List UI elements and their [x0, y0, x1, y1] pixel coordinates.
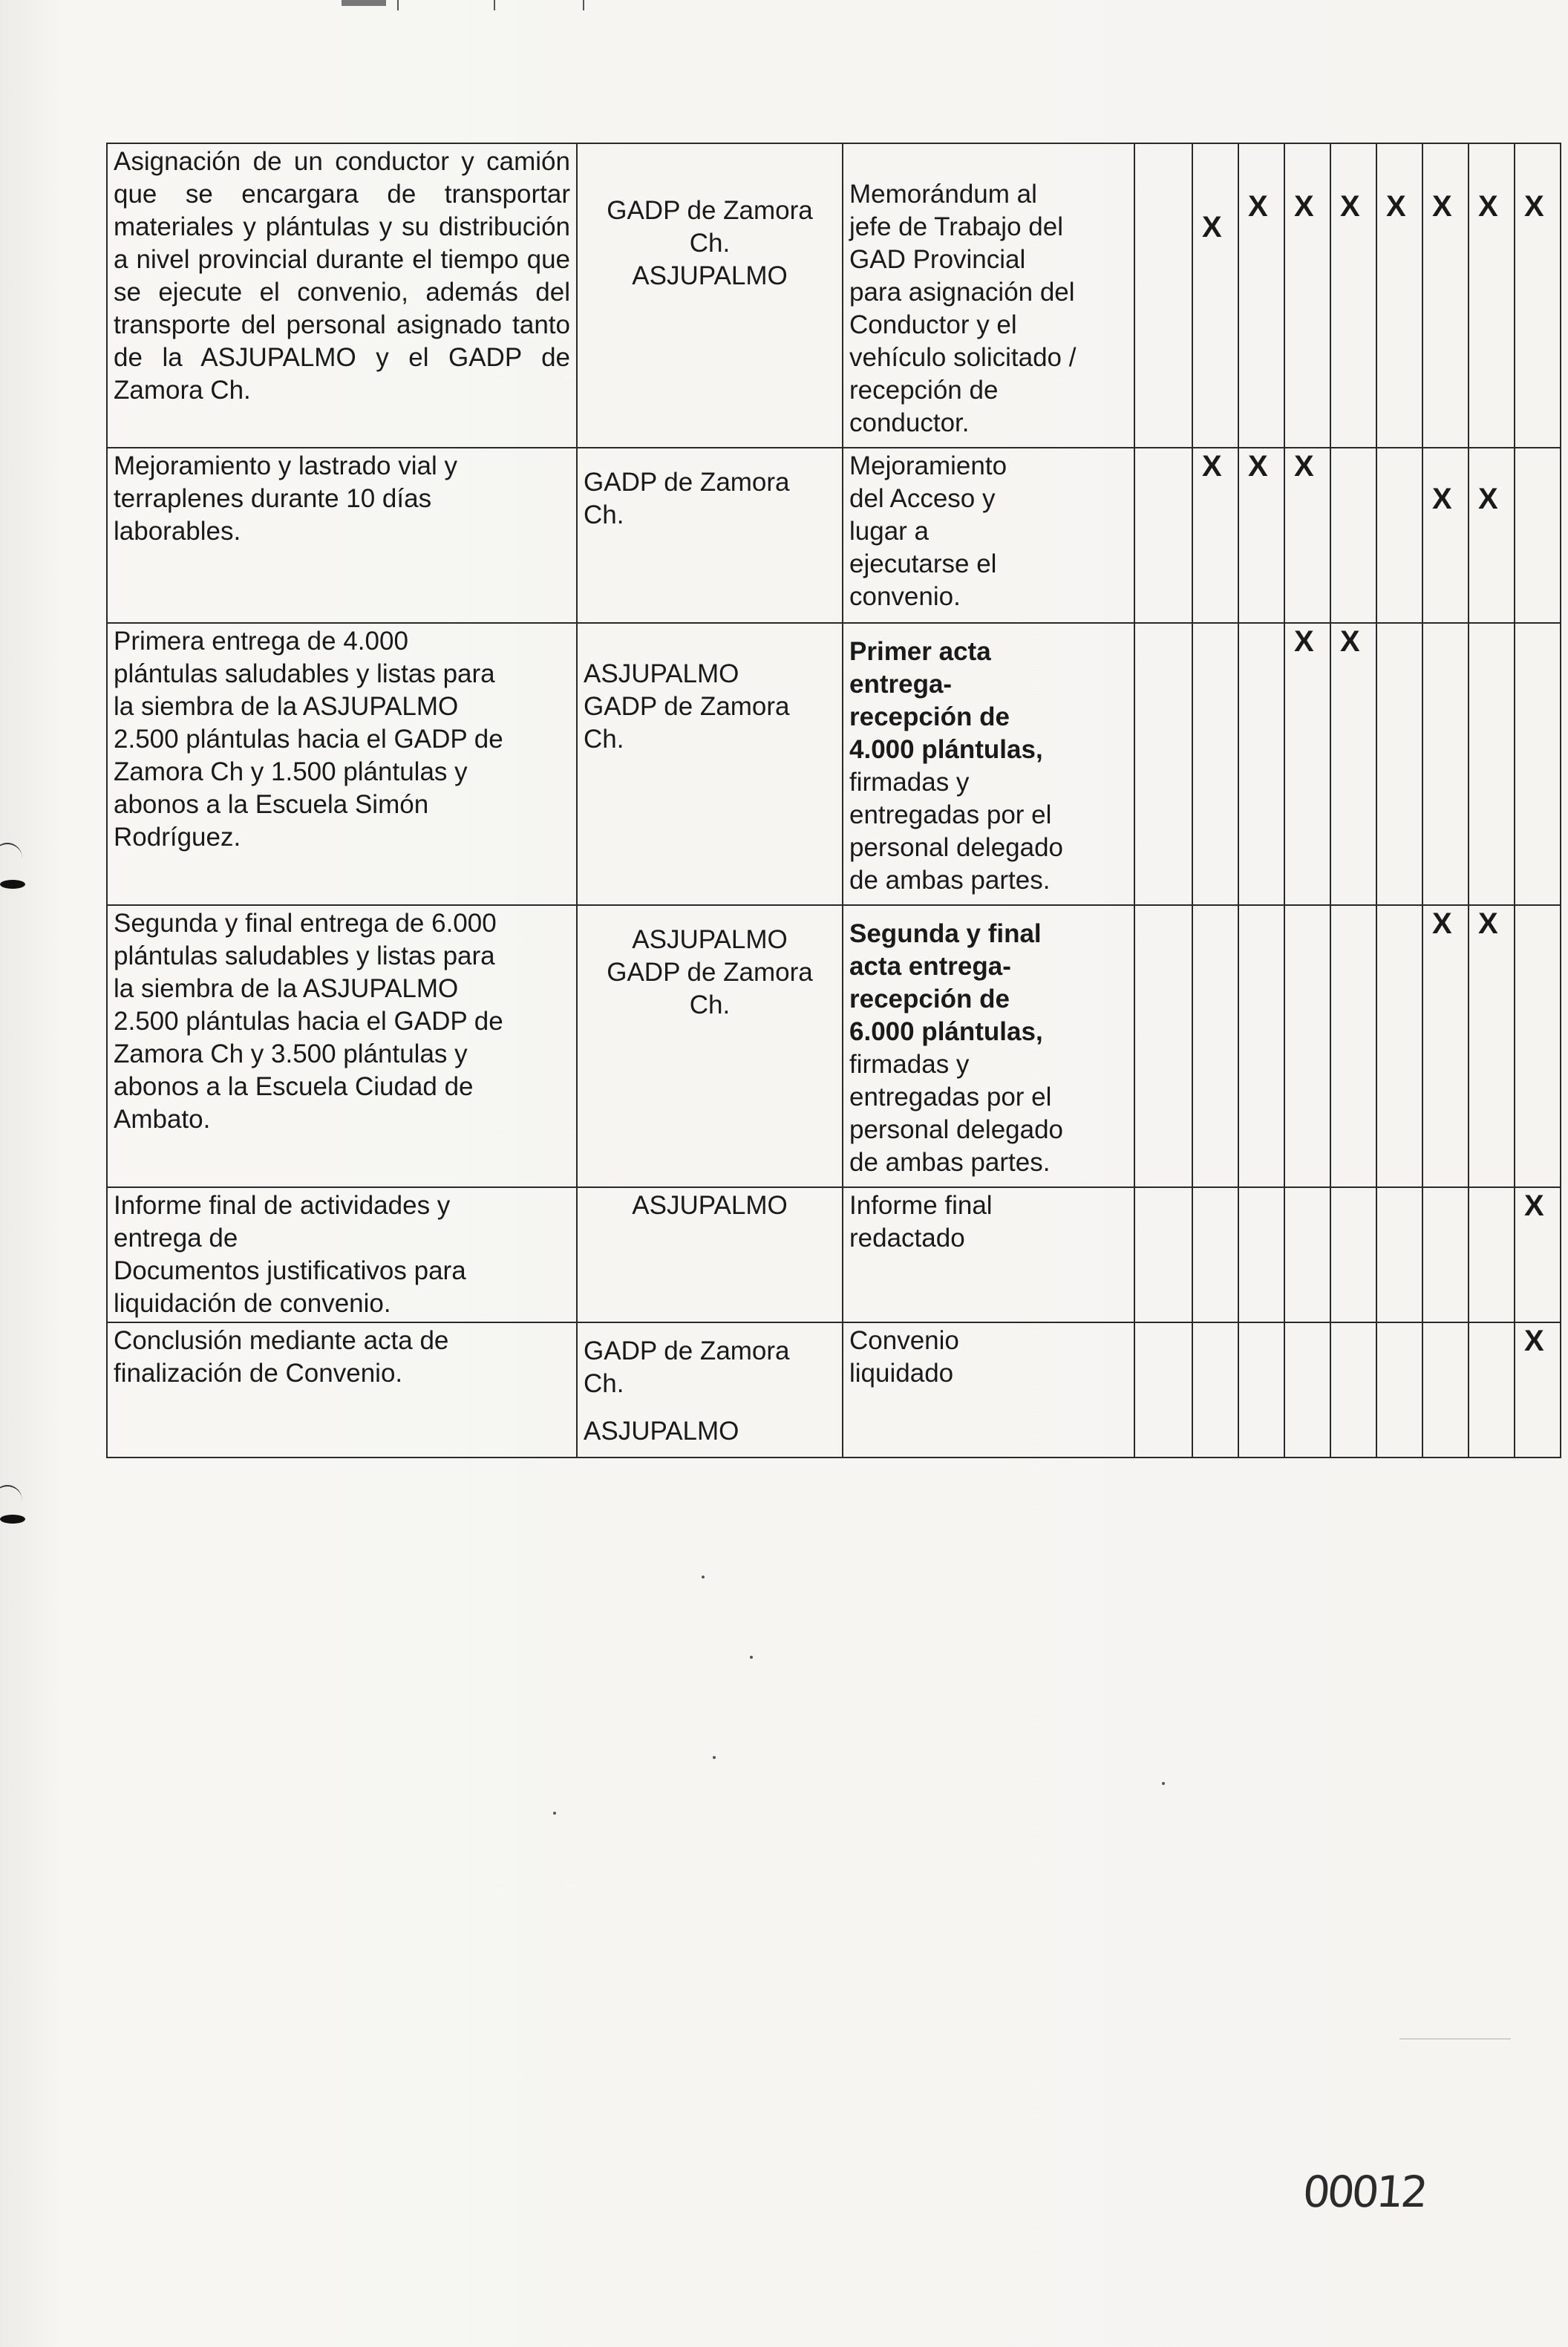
activity-cell: Mejoramiento y lastrado vial y terraplenes durante 10 días laborables. [107, 448, 577, 623]
week-cell [1376, 905, 1422, 1187]
activity-cell: Segunda y final entrega de 6.000 plántulas saludables y listas para la siembra de la ASJUPALMO 2.500 plántulas hacia el GADP de Zamora Ch y 3.500 plántulas y abonos a la Escuela Ciudad de Ambato. [107, 905, 577, 1187]
week-cell [1376, 448, 1422, 623]
activity-mark: X [1432, 907, 1452, 940]
week-cell [1284, 448, 1330, 623]
activity-mark: X [1294, 625, 1314, 658]
week-cell [1192, 1322, 1238, 1458]
scan-speck [702, 1576, 705, 1579]
scan-speck [750, 1656, 753, 1659]
week-cell [1376, 1322, 1422, 1458]
week-cell [1238, 143, 1284, 448]
week-cell [1238, 1187, 1284, 1322]
schedule-spacer-cell [1134, 448, 1192, 623]
scan-speck [553, 1812, 556, 1815]
responsible-cell: ASJUPALMO [577, 1187, 843, 1322]
activity-mark: X [1478, 483, 1498, 515]
activity-mark: X [1524, 1325, 1544, 1357]
punch-hole-mark [0, 880, 25, 889]
responsible-cell: ASJUPALMO GADP de Zamora Ch. [577, 623, 843, 905]
scan-speck [713, 1756, 716, 1759]
week-cell [1422, 1322, 1469, 1458]
week-cell [1330, 905, 1376, 1187]
activity-mark: X [1202, 450, 1222, 483]
activity-mark: X [1340, 190, 1360, 223]
week-cell [1238, 1322, 1284, 1458]
activity-mark: X [1432, 190, 1452, 223]
week-cell [1469, 143, 1515, 448]
schedule-spacer-cell [1134, 143, 1192, 448]
week-cell [1192, 448, 1238, 623]
evidence-cell: Informe final redactado [843, 1187, 1134, 1322]
week-cell [1284, 1322, 1330, 1458]
activity-mark: X [1294, 190, 1314, 223]
responsible-cell: GADP de Zamora Ch. ASJUPALMO [577, 1322, 843, 1458]
week-cell [1515, 623, 1561, 905]
activity-mark: X [1248, 190, 1268, 223]
schedule-spacer-cell [1134, 905, 1192, 1187]
table-row [107, 448, 1561, 623]
table-row [107, 1322, 1561, 1458]
activity-mark: X [1248, 450, 1268, 483]
week-cell [1238, 905, 1284, 1187]
scan-speck [1162, 1782, 1165, 1785]
schedule-spacer-cell [1134, 1322, 1192, 1458]
punch-hole-mark [0, 1515, 25, 1524]
activity-mark: X [1432, 483, 1452, 515]
week-cell [1469, 623, 1515, 905]
evidence-cell: Memorándum al jefe de Trabajo del GAD Provincial para asignación del Conductor y el vehículo solicitado / recepción de conductor. [843, 143, 1134, 448]
week-cell [1515, 143, 1561, 448]
week-cell [1330, 448, 1376, 623]
week-cell [1515, 448, 1561, 623]
week-cell [1192, 623, 1238, 905]
week-cell [1192, 905, 1238, 1187]
activity-mark: X [1478, 190, 1498, 223]
week-cell [1422, 905, 1469, 1187]
scan-edge-marks [327, 0, 609, 10]
week-cell [1469, 1322, 1515, 1458]
evidence-cell: Primer acta entrega- recepción de 4.000 plántulas, firmadas y entregadas por el personal delegado de ambas partes. [843, 623, 1134, 905]
week-cell [1422, 143, 1469, 448]
week-cell [1469, 1187, 1515, 1322]
evidence-cell: Mejoramiento del Acceso y lugar a ejecutarse el convenio. [843, 448, 1134, 623]
activity-mark: X [1524, 190, 1544, 223]
activity-cell: Informe final de actividades y entrega de Documentos justificativos para liquidación de convenio. [107, 1187, 577, 1322]
activity-cell: Primera entrega de 4.000 plántulas saludables y listas para la siembra de la ASJUPALMO 2.500 plántulas hacia el GADP de Zamora Ch y 1.500 plántulas y abonos a la Escuela Simón Rodríguez. [107, 623, 577, 905]
activity-mark: X [1386, 190, 1406, 223]
table-row [107, 623, 1561, 905]
week-cell [1515, 1187, 1561, 1322]
activity-mark: X [1340, 625, 1360, 658]
week-cell [1284, 143, 1330, 448]
table-row [107, 905, 1561, 1187]
week-cell [1330, 143, 1376, 448]
week-cell [1515, 1322, 1561, 1458]
week-cell [1422, 623, 1469, 905]
responsible-cell: ASJUPALMO GADP de Zamora Ch. [577, 905, 843, 1187]
week-cell [1330, 623, 1376, 905]
evidence-cell: Segunda y final acta entrega- recepción de 6.000 plántulas, firmadas y entregadas por el personal delegado de ambas partes. [843, 905, 1134, 1187]
week-cell [1469, 905, 1515, 1187]
week-cell [1284, 905, 1330, 1187]
activity-mark: X [1524, 1189, 1544, 1222]
table-row [107, 1187, 1561, 1322]
activity-mark: X [1294, 450, 1314, 483]
activity-mark: X [1478, 907, 1498, 940]
activity-cell: Conclusión mediante acta de finalización de Convenio. [107, 1322, 577, 1458]
table-row [107, 143, 1561, 448]
week-cell [1515, 905, 1561, 1187]
week-cell [1192, 143, 1238, 448]
responsible-cell: GADP de Zamora Ch. [577, 448, 843, 623]
week-cell [1376, 143, 1422, 448]
week-cell [1284, 1187, 1330, 1322]
activity-mark: X [1202, 211, 1222, 244]
week-cell [1376, 1187, 1422, 1322]
scan-faint-line [1399, 2038, 1511, 2040]
week-cell [1284, 623, 1330, 905]
evidence-cell: Convenio liquidado [843, 1322, 1134, 1458]
week-cell [1422, 448, 1469, 623]
week-cell [1238, 623, 1284, 905]
responsible-cell: GADP de Zamora Ch. ASJUPALMO [577, 143, 843, 448]
week-cell [1469, 448, 1515, 623]
week-cell [1330, 1187, 1376, 1322]
week-cell [1376, 623, 1422, 905]
schedule-spacer-cell [1134, 1187, 1192, 1322]
folio-number: 00012 [1301, 2167, 1427, 2217]
week-cell [1238, 448, 1284, 623]
activity-schedule-table [106, 143, 1561, 1458]
week-cell [1422, 1187, 1469, 1322]
schedule-spacer-cell [1134, 623, 1192, 905]
week-cell [1330, 1322, 1376, 1458]
activity-cell: Asignación de un conductor y camión que se encargara de transportar materiales y plántulas y su distribución a nivel provincial durante el tiempo que se ejecute el convenio, además del transporte del personal asignado tanto de la ASJUPALMO y el GADP de Zamora Ch. [107, 143, 577, 448]
week-cell [1192, 1187, 1238, 1322]
